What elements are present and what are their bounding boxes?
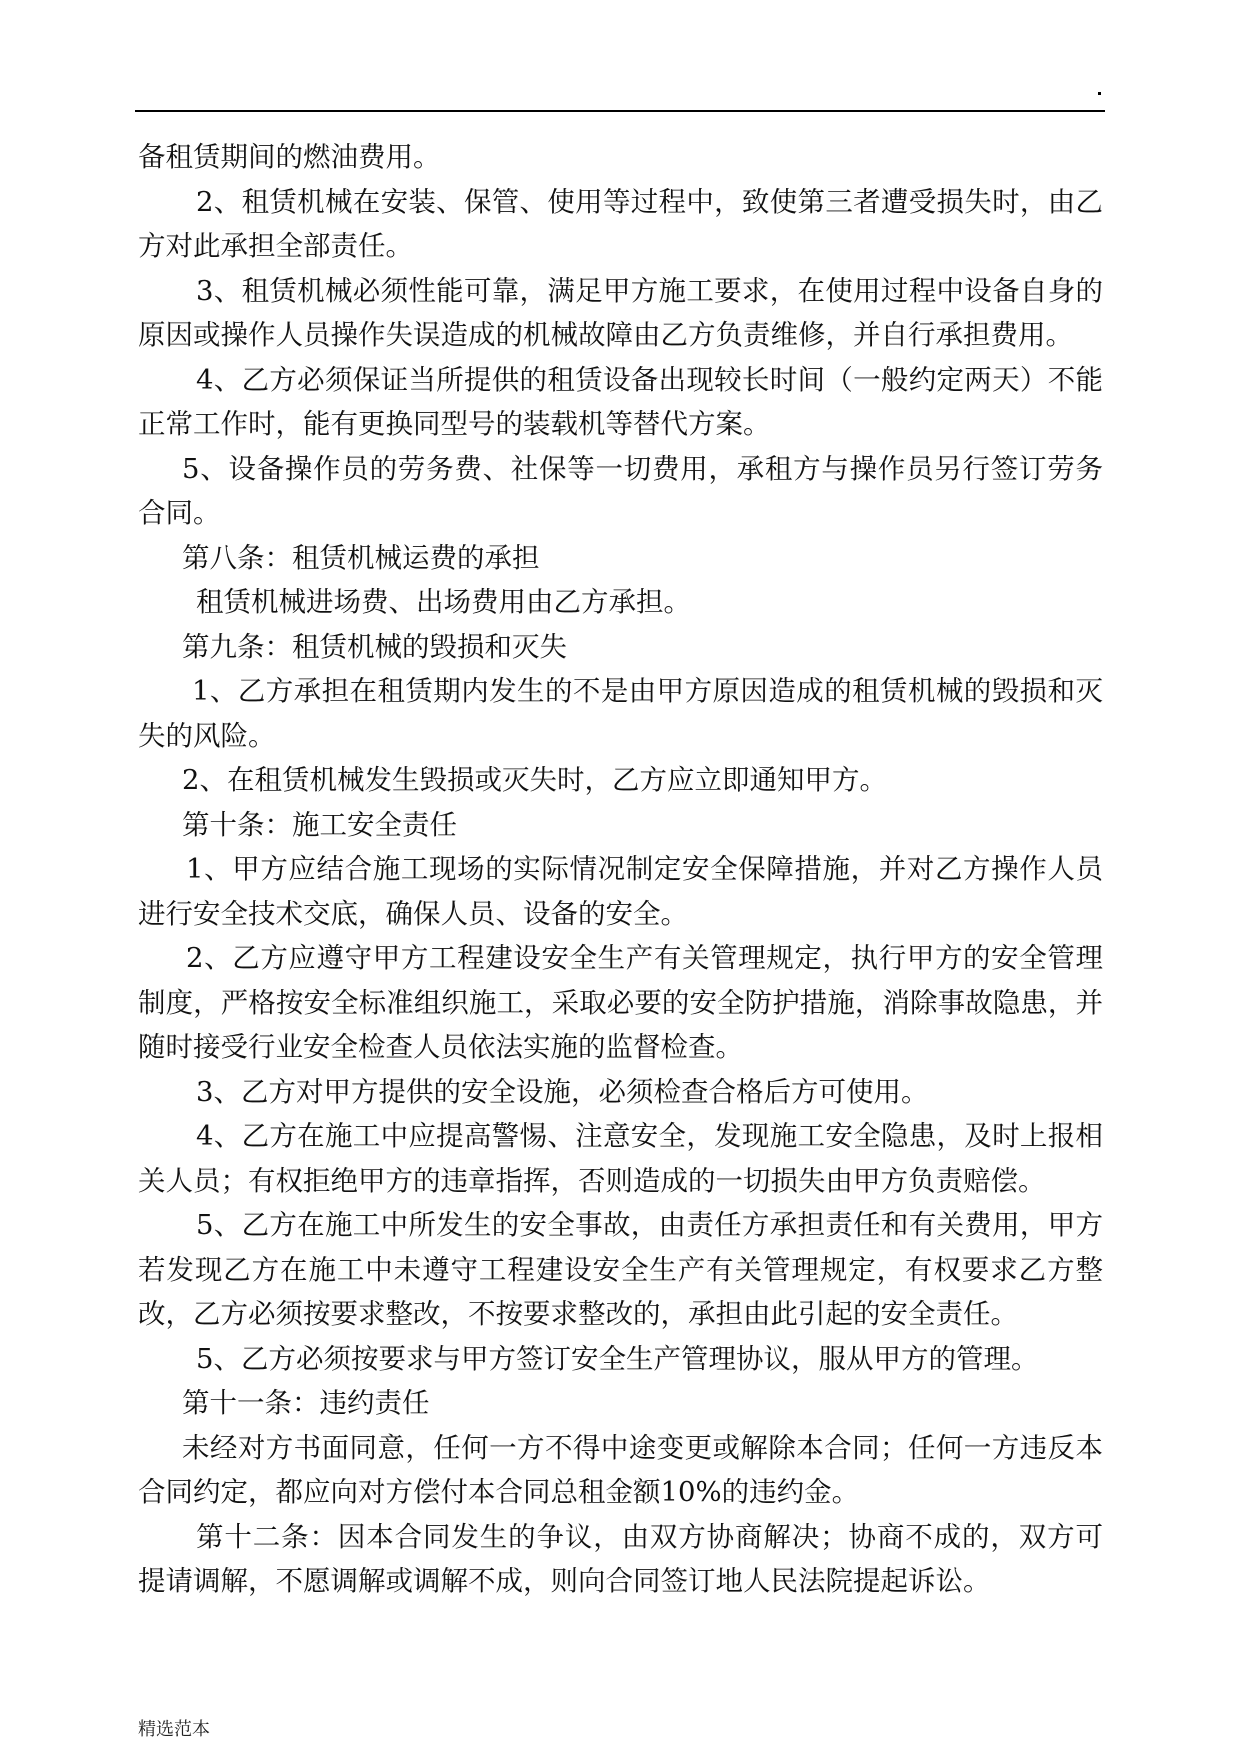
paragraph: 2、租赁机械在安装、保管、使用等过程中，致使第三者遭受损失时，由乙方对此承担全部责任。	[138, 185, 1103, 262]
paragraph: 4、乙方在施工中应提高警惕、注意安全，发现施工安全隐患，及时上报相关人员；有权拒绝甲方的违章指挥，否则造成的一切损失由甲方负责赔偿。	[138, 1120, 1103, 1197]
paragraph: 5、乙方必须按要求与甲方签订安全生产管理协议，服从甲方的管理。	[196, 1342, 1039, 1375]
paragraph: 1、乙方承担在租赁期内发生的不是由甲方原因造成的租赁机械的毁损和灭失的风险。	[138, 675, 1103, 752]
paragraph: 第十二条：因本合同发生的争议，由双方协商解决；协商不成的，双方可提请调解，不愿调解或调解不成，则向合同签订地人民法院提起诉讼。	[138, 1520, 1103, 1597]
paragraph: 5、乙方在施工中所发生的安全事故，由责任方承担责任和有关费用，甲方若发现乙方在施工中未遵守工程建设安全生产有关管理规定，有权要求乙方整改，乙方必须按要求整改，不按要求整改的，承担由此引起的安全责任。	[138, 1209, 1103, 1330]
paragraph: 2、乙方应遵守甲方工程建设安全生产有关管理规定，执行甲方的安全管理制度，严格按安全标准组织施工，采取必要的安全防护措施，消除事故隐患，并随时接受行业安全检查人员依法实施的监督检查。	[138, 942, 1103, 1063]
contract-body	[138, 135, 1103, 1604]
paragraph: 3、租赁机械必须性能可靠，满足甲方施工要求，在使用过程中设备自身的原因或操作人员操作失误造成的机械故障由乙方负责维修，并自行承担费用。	[138, 274, 1103, 351]
paragraph: 备租赁期间的燃油费用。	[138, 141, 441, 173]
paragraph: 第十一条：违约责任	[182, 1387, 430, 1419]
footer-label: 精选范本	[138, 1719, 210, 1740]
paragraph: 2、在租赁机械发生毁损或灭失时，乙方应立即通知甲方。	[182, 764, 887, 796]
header-mark	[1098, 92, 1101, 95]
paragraph: 1、甲方应结合施工现场的实际情况制定安全保障措施，并对乙方操作人员进行安全技术交底，确保人员、设备的安全。	[138, 853, 1103, 930]
paragraph: 未经对方书面同意，任何一方不得中途变更或解除本合同；任何一方违反本合同约定，都应向对方偿付本合同总租金额10%的违约金。	[138, 1431, 1103, 1508]
paragraph: 第九条：租赁机械的毁损和灭失	[182, 630, 567, 663]
paragraph: 4、乙方必须保证当所提供的租赁设备出现较长时间（一般约定两天）不能正常工作时，能有更换同型号的装载机等替代方案。	[138, 363, 1103, 440]
header-rule	[135, 110, 1105, 112]
paragraph: 租赁机械进场费、出场费用由乙方承担。	[196, 586, 691, 618]
paragraph: 第十条：施工安全责任	[182, 808, 457, 841]
paragraph: 5、设备操作员的劳务费、社保等一切费用，承租方与操作员另行签订劳务合同。	[138, 452, 1103, 529]
paragraph: 3、乙方对甲方提供的安全设施，必须检查合格后方可使用。	[196, 1075, 929, 1108]
paragraph: 第八条：租赁机械运费的承担	[182, 541, 540, 574]
